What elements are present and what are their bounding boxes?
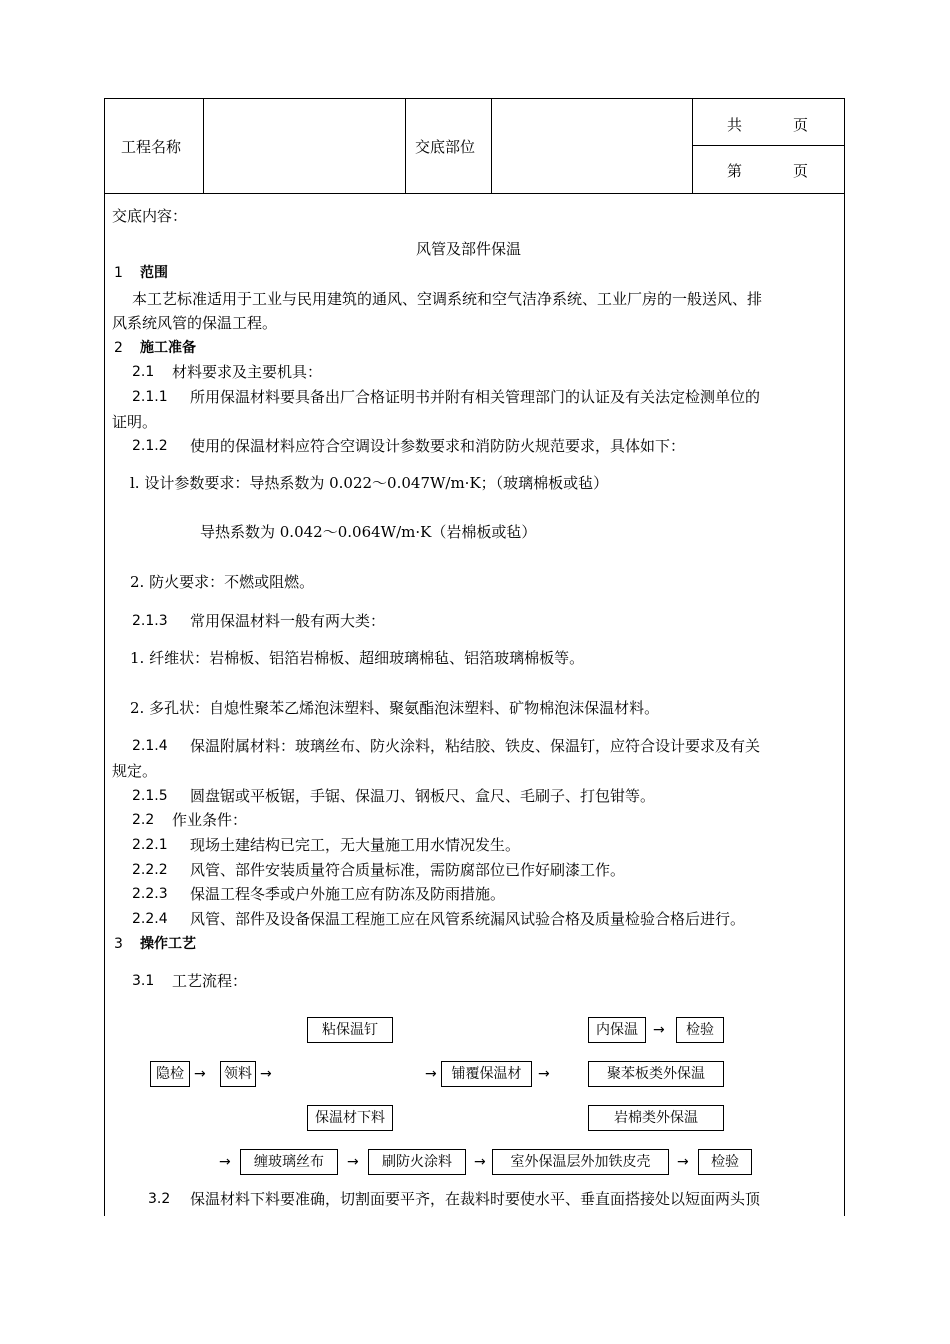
item-text: 所用保温材料要具备出厂合格证明书并附有相关管理部门的认证及有关法定检测单位的 xyxy=(190,388,761,406)
header-table xyxy=(105,99,844,194)
flow-arrow: → xyxy=(538,1066,550,1082)
flow-box-cut-material: 保温材下料 xyxy=(307,1105,393,1131)
divider xyxy=(203,99,204,193)
item-text: 风管、部件安装质量符合质量标准，需防腐部位已作好刷漆工作。 xyxy=(190,861,626,879)
item-text: 风管、部件及设备保温工程施工应在风管系统漏风试验合格及质量检验合格后进行。 xyxy=(190,910,746,928)
flow-box-wrap-glass-cloth: 缠玻璃丝布 xyxy=(240,1149,338,1175)
flow-box-rockwool-outer: 岩棉类外保温 xyxy=(588,1105,724,1131)
section-number: 1 xyxy=(114,265,123,281)
flow-arrow: → xyxy=(219,1154,231,1170)
divider xyxy=(491,99,492,193)
item-number: 2.1.5 xyxy=(132,788,168,804)
project-name-label: 工程名称 xyxy=(121,138,182,156)
divider xyxy=(405,99,406,193)
flow-arrow: → xyxy=(260,1066,272,1082)
flow-box-hidden-inspection: 隐检 xyxy=(150,1061,190,1087)
flow-arrow: → xyxy=(653,1022,665,1038)
item-number: 2.1.1 xyxy=(132,389,168,405)
item-number: 2.2.4 xyxy=(132,911,168,927)
item-number: 2.2.3 xyxy=(132,886,168,902)
param-line: 导热系数为 0.042～0.064W/m·K（岩棉板或毡） xyxy=(200,523,537,541)
section-number: 3 xyxy=(114,936,123,952)
material-type: 1. 纤维状：岩棉板、铝箔岩棉板、超细玻璃棉毡、铝箔玻璃棉板等。 xyxy=(130,649,585,667)
item-number: 2.1.4 xyxy=(132,738,168,754)
item-text: 圆盘锯或平板锯，手锯、保温刀、钢板尺、盒尺、毛刷子、打包钳等。 xyxy=(190,787,656,805)
flow-box-iron-sheet: 室外保温层外加铁皮壳 xyxy=(492,1149,669,1175)
item-text: 材料要求及主要机具： xyxy=(172,363,323,381)
item-number: 2.1.3 xyxy=(132,613,168,629)
divider xyxy=(692,99,693,193)
item-text: 证明。 xyxy=(112,413,158,431)
item-number: 2.2.2 xyxy=(132,862,168,878)
item-text: 规定。 xyxy=(112,762,158,780)
fire-requirement: 2. 防火要求：不燃或阻燃。 xyxy=(130,573,315,591)
total-pages-unit: 页 xyxy=(793,116,809,134)
item-number: 2.2 xyxy=(132,812,155,828)
document-title: 风管及部件保温 xyxy=(416,240,522,258)
item-text: 保温工程冬季或户外施工应有防冻及防雨措施。 xyxy=(190,885,506,903)
param-line: l. 设计参数要求：导热系数为 0.022～0.047W/m·K；（玻璃棉板或毡） xyxy=(130,474,609,492)
item-text: 现场土建结构已完工，无大量施工用水情况发生。 xyxy=(190,836,521,854)
flow-box-check: 检验 xyxy=(676,1017,724,1043)
material-type: 2. 多孔状：自熄性聚苯乙烯泡沫塑料、聚氨酯泡沫塑料、矿物棉泡沫保温材料。 xyxy=(130,699,660,717)
flow-box-fireproof-paint: 刷防火涂料 xyxy=(368,1149,466,1175)
flow-box-pick-material: 领料 xyxy=(220,1061,256,1087)
section-heading: 操作工艺 xyxy=(140,936,196,952)
flow-box-lay-insulation: 铺覆保温材 xyxy=(441,1061,532,1087)
total-pages-label: 共 xyxy=(727,116,743,134)
item-number: 2.1 xyxy=(132,364,155,380)
item-text: 常用保温材料一般有两大类： xyxy=(190,612,386,630)
flow-arrow: → xyxy=(194,1066,206,1082)
item-text: 保温材料下料要准确，切割面要平齐，在裁料时要使水平、垂直面搭接处以短面两头顶 xyxy=(190,1190,761,1208)
item-text: 工艺流程： xyxy=(172,972,248,990)
paragraph-line: 本工艺标准适用于工业与民用建筑的通风、空调系统和空气洁净系统、工业厂房的一般送风、排 xyxy=(132,290,763,308)
item-number: 2.1.2 xyxy=(132,438,168,454)
page-no-label: 第 xyxy=(727,162,743,180)
item-number: 3.2 xyxy=(148,1191,171,1207)
paragraph-line: 风系统风管的保温工程。 xyxy=(112,314,278,332)
section-heading: 施工准备 xyxy=(140,340,196,356)
flow-arrow: → xyxy=(474,1154,486,1170)
flow-box-check: 检验 xyxy=(698,1149,752,1175)
handover-part-label: 交底部位 xyxy=(415,138,476,156)
flow-arrow: → xyxy=(425,1066,437,1082)
flow-box-nail: 粘保温钉 xyxy=(307,1017,393,1043)
flow-box-polystyrene-outer: 聚苯板类外保温 xyxy=(588,1061,724,1087)
item-text: 使用的保温材料应符合空调设计参数要求和消防防火规范要求，具体如下： xyxy=(190,437,686,455)
content-label: 交底内容： xyxy=(112,207,188,225)
divider xyxy=(692,145,844,146)
item-number: 2.2.1 xyxy=(132,837,168,853)
flow-arrow: → xyxy=(677,1154,689,1170)
section-heading: 范围 xyxy=(140,265,168,281)
item-number: 3.1 xyxy=(132,973,155,989)
section-number: 2 xyxy=(114,340,123,356)
flow-arrow: → xyxy=(347,1154,359,1170)
flow-box-inner-insulation: 内保温 xyxy=(588,1017,646,1043)
item-text: 保温附属材料：玻璃丝布、防火涂料，粘结胶、铁皮、保温钉，应符合设计要求及有关 xyxy=(190,737,761,755)
item-text: 作业条件： xyxy=(172,811,248,829)
page-no-unit: 页 xyxy=(793,162,809,180)
